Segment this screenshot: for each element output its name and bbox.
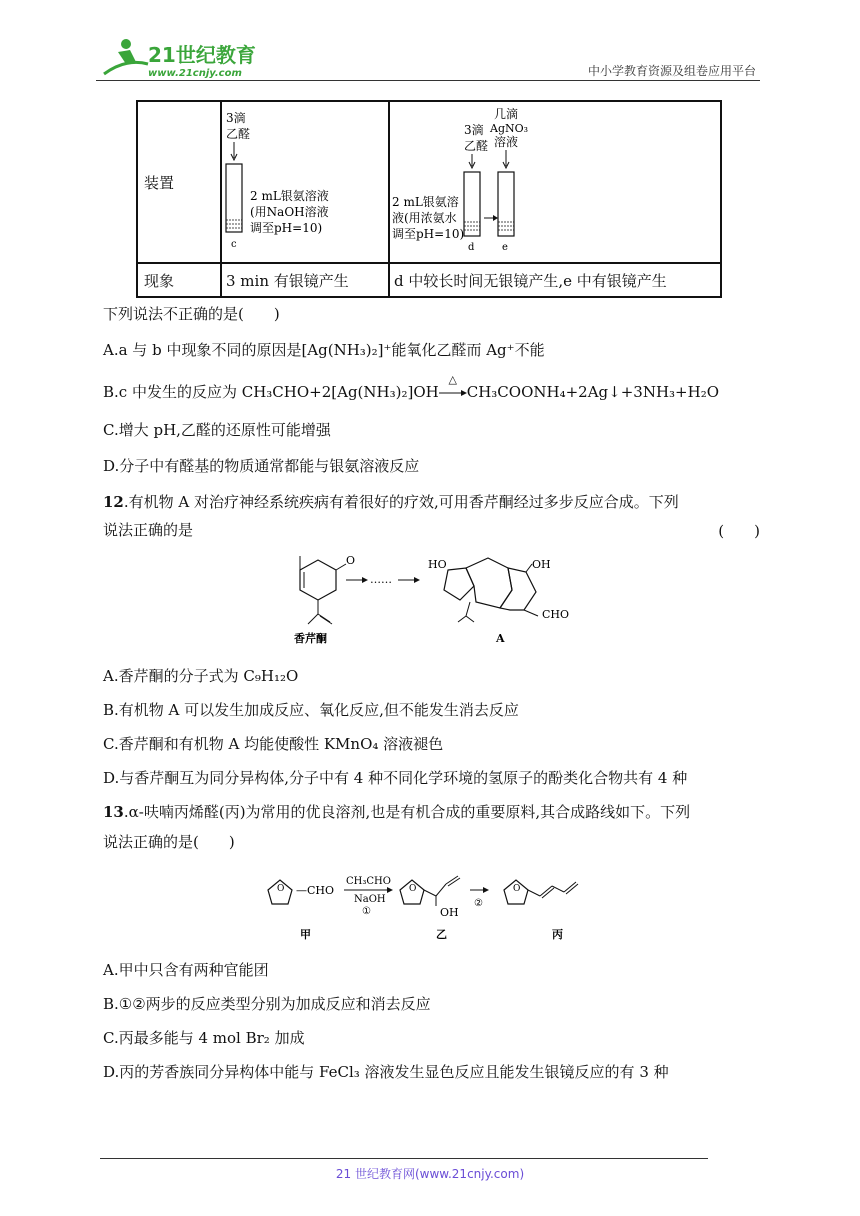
footer-divider bbox=[100, 1158, 708, 1159]
svg-text:c: c bbox=[231, 239, 237, 250]
svg-text:3滴: 3滴 bbox=[464, 123, 484, 137]
svg-text:O: O bbox=[409, 884, 417, 894]
q13-stem-line2: 说法正确的是( ) bbox=[103, 833, 235, 851]
q12-answer-paren: ( ) bbox=[718, 522, 760, 540]
q12-option-a: A.香芹酮的分子式为 C₉H₁₂O bbox=[103, 667, 299, 685]
q12-option-d: D.与香芹酮互为同分异构体,分子中有 4 种不同化学环境的氢原子的酚类化合物共有 4 种 bbox=[103, 769, 688, 787]
q12-stem-line1: 12.有机物 A 对治疗神经系统疾病有着很好的疗效,可用香芹酮经过多步反应合成。下列 bbox=[103, 493, 679, 511]
svg-text:O: O bbox=[346, 554, 356, 567]
q13-option-d: D.丙的芳香族同分异构体中能与 FeCl₃ 溶液发生显色反应且能发生银镜反应的有 3 种 bbox=[103, 1063, 669, 1081]
header-divider bbox=[96, 80, 760, 81]
q13-synthesis-diagram bbox=[260, 866, 600, 950]
svg-text:①: ① bbox=[362, 906, 371, 917]
logo-main: 21世纪教育 bbox=[148, 43, 256, 67]
svg-text:调至pH=10): 调至pH=10) bbox=[392, 227, 465, 241]
svg-text:几滴: 几滴 bbox=[494, 107, 519, 121]
svg-text:O: O bbox=[277, 884, 285, 894]
svg-text:②: ② bbox=[474, 898, 483, 909]
svg-text:溶液: 溶液 bbox=[494, 135, 519, 149]
svg-text:CH₃CHO: CH₃CHO bbox=[346, 876, 391, 887]
q12-option-b: B.有机物 A 可以发生加成反应、氧化反应,但不能发生消去反应 bbox=[103, 701, 519, 719]
svg-text:乙醛: 乙醛 bbox=[464, 139, 489, 153]
svg-text:液(用浓氨水: 液(用浓氨水 bbox=[392, 211, 457, 225]
svg-text:d: d bbox=[468, 242, 475, 253]
svg-text:OH: OH bbox=[532, 558, 551, 571]
q12-option-c: C.香芹酮和有机物 A 均能使酸性 KMnO₄ 溶液褪色 bbox=[103, 735, 444, 753]
phenomenon-b: d 中较长时间无银镜产生,e 中有银镜产生 bbox=[389, 263, 721, 297]
svg-text:NaOH: NaOH bbox=[354, 894, 386, 905]
svg-text:O: O bbox=[513, 884, 521, 894]
header-platform-text: 中小学教育资源及组卷应用平台 bbox=[587, 64, 756, 78]
svg-text:2 mL银氨溶: 2 mL银氨溶 bbox=[392, 195, 459, 209]
svg-text:乙: 乙 bbox=[436, 928, 447, 941]
svg-text:A: A bbox=[496, 632, 505, 645]
q11-option-b: B.c 中发生的反应为 CH₃CHO+2[Ag(NH₃)₂]OH △ CH₃COONH₄+2Ag↓+3NH₃+H₂O bbox=[103, 373, 720, 401]
q12-stem-line2: 说法正确的是 bbox=[103, 521, 194, 539]
svg-text:……: …… bbox=[370, 573, 392, 586]
logo-url: www.21cnjy.com bbox=[148, 68, 242, 79]
svg-text:甲: 甲 bbox=[300, 928, 311, 941]
q13-option-c: C.丙最多能与 4 mol Br₂ 加成 bbox=[103, 1029, 305, 1047]
svg-text:2 mL银氨溶液: 2 mL银氨溶液 bbox=[250, 189, 329, 203]
svg-text:3滴: 3滴 bbox=[226, 111, 246, 125]
svg-text:—CHO: —CHO bbox=[296, 884, 335, 897]
footer-link[interactable]: 21 世纪教育网(www.21cnjy.com) bbox=[335, 1167, 525, 1181]
row-label-phenomenon: 现象 bbox=[137, 263, 221, 297]
svg-text:CHO: CHO bbox=[542, 608, 570, 621]
svg-text:e: e bbox=[502, 242, 508, 253]
logo bbox=[96, 34, 266, 80]
q11-option-d: D.分子中有醛基的物质通常都能与银氨溶液反应 bbox=[103, 457, 420, 475]
row-label-apparatus: 装置 bbox=[137, 101, 221, 263]
svg-text:HO: HO bbox=[428, 558, 447, 571]
svg-text:丙: 丙 bbox=[552, 928, 563, 941]
apparatus-b bbox=[389, 101, 721, 263]
q11-option-a: A.a 与 b 中现象不同的原因是[Ag(NH₃)₂]⁺能氧化乙醛而 Ag⁺不能 bbox=[103, 341, 545, 359]
experiment-table bbox=[136, 100, 722, 298]
q12-structure-diagram bbox=[280, 550, 580, 654]
svg-text:乙醛: 乙醛 bbox=[226, 127, 251, 141]
svg-text:OH: OH bbox=[440, 906, 459, 919]
q11-option-c: C.增大 pH,乙醛的还原性可能增强 bbox=[103, 421, 331, 439]
apparatus-a bbox=[221, 101, 389, 263]
svg-text:AgNO₃: AgNO₃ bbox=[490, 122, 529, 135]
q13-stem-line1: 13.α-呋喃丙烯醛(丙)为常用的优良溶剂,也是有机合成的重要原料,其合成路线如下。下列 bbox=[103, 803, 691, 821]
q13-option-b: B.①②两步的反应类型分别为加成反应和消去反应 bbox=[103, 995, 431, 1013]
phenomenon-a: 3 min 有银镜产生 bbox=[221, 263, 389, 297]
svg-text:(用NaOH溶液: (用NaOH溶液 bbox=[250, 205, 329, 219]
q11-stem: 下列说法不正确的是( ) bbox=[103, 305, 280, 323]
svg-text:调至pH=10): 调至pH=10) bbox=[250, 221, 323, 235]
q13-option-a: A.甲中只含有两种官能团 bbox=[103, 961, 269, 979]
svg-text:香芹酮: 香芹酮 bbox=[294, 632, 327, 645]
